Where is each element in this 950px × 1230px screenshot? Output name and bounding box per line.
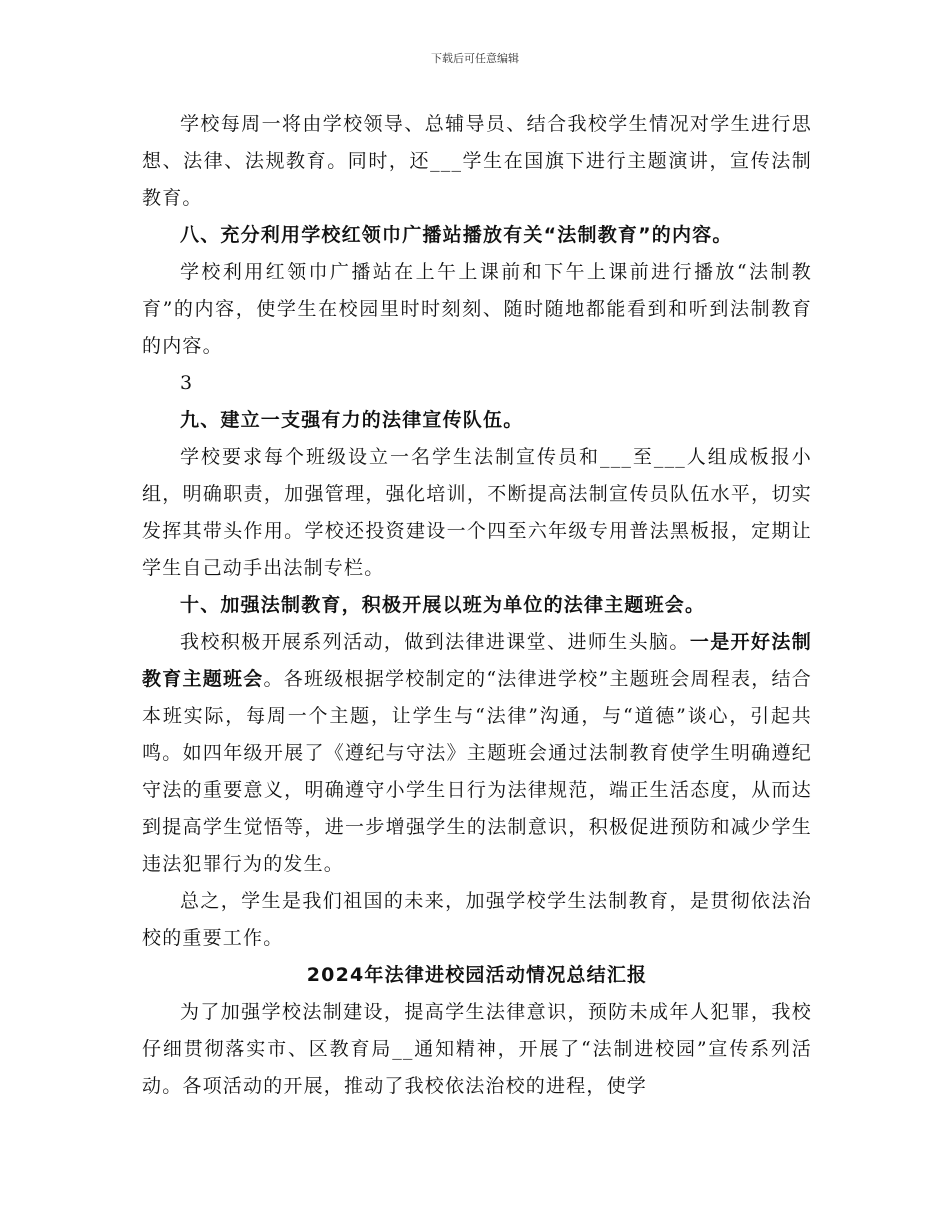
page-header: 下载后可任意编辑 <box>431 52 519 65</box>
paragraph-propaganda-team: 学校要求每个班级设立一名学生法制宣传员和___至___人组成板报小组，明确职责，加强管理，强化培训，不断提高法制宣传员队伍水平，切实发挥其带头作用。学校还投资建设一个四至六年级专用普法黑板报，定期让学生自己动手出法制专栏。 <box>142 446 812 579</box>
section-heading-9: 九、建立一支强有力的法律宣传队伍。 <box>180 409 524 431</box>
paragraph-class-meetings-emphasis: 一是开好法制教育主题班会 <box>142 631 812 690</box>
paragraph-class-meetings <box>142 624 812 883</box>
section-heading-8: 八、充分利用学校红领巾广播站播放有关“法制教育”的内容。 <box>180 224 733 246</box>
report-title: 2024年法律进校园活动情况总结汇报 <box>306 964 648 986</box>
paragraph-broadcast-station: 学校利用红领巾广播站在上午上课前和下午上课前进行播放“法制教育”的内容，使学生在校园里时时刻刻、随时随地都能看到和听到法制教育的内容。 <box>142 261 812 357</box>
page-number: 3 <box>180 372 194 394</box>
document-body <box>142 106 812 1105</box>
paragraph-conclusion: 总之，学生是我们祖国的未来，加强学校学生法制教育，是贯彻依法治校的重要工作。 <box>142 890 812 949</box>
paragraph-class-meetings-rest: 。各班级根据学校制定的“法律进学校”主题班会周程表，结合本班实际，每周一个主题，让学生与“法律”沟通，与“道德”谈心，引起共鸣。如四年级开展了《遵纪与守法》主题班会通过法制教育使学生明确遵纪守法的重要意义，明确遵守小学生日行为法律规范，端正生活态度，从而达到提高学生觉悟等，进一步增强学生的法制意识，积极促进预防和减少学生违法犯罪行为的发生。 <box>142 668 813 875</box>
paragraph-class-meetings-intro: 我校积极开展系列活动，做到法律进课堂、进师生头脑。 <box>180 631 690 653</box>
section-heading-10: 十、加强法制教育，积极开展以班为单位的法律主题班会。 <box>180 594 706 616</box>
paragraph-report-intro: 为了加强学校法制建设，提高学生法律意识，预防未成年人犯罪，我校仔细贯彻落实市、区教育局__通知精神，开展了“法制进校园”宣传系列活动。各项活动的开展，推动了我校依法治校的进程，使学 <box>142 1001 812 1097</box>
paragraph-weekly-education: 学校每周一将由学校领导、总辅导员、结合我校学生情况对学生进行思想、法律、法规教育。同时，还___学生在国旗下进行主题演讲，宣传法制教育。 <box>142 113 812 209</box>
